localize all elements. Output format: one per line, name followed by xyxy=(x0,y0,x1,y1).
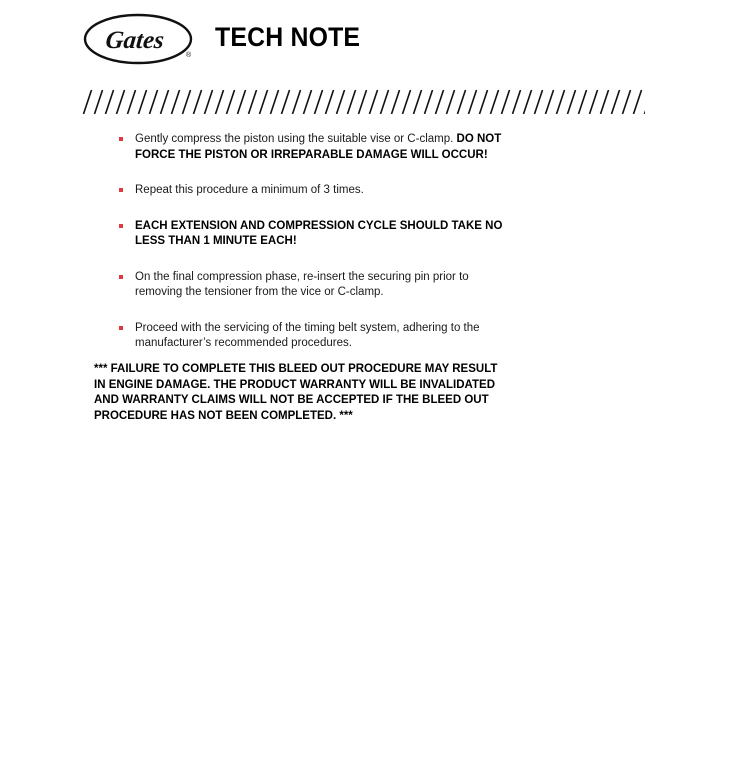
hatch-pattern-icon xyxy=(82,90,645,114)
list-item xyxy=(117,321,515,352)
bullet-square-icon xyxy=(119,275,123,279)
registered-trademark-icon: ® xyxy=(186,52,192,59)
list-item xyxy=(117,270,515,301)
instruction-list xyxy=(0,132,729,352)
list-item-text-bold: DO NOT FORCE THE PISTON OR IRREPARABLE DAMAGE WILL OCCUR! xyxy=(135,133,502,161)
hatched-divider xyxy=(82,90,645,114)
list-item-text: Proceed with the servicing of the timing belt system, adhering to the manufacturer’s recommended procedures. xyxy=(135,321,480,349)
list-item-text: Repeat this procedure a minimum of 3 times. xyxy=(135,184,364,196)
gates-logo xyxy=(82,10,194,68)
list-item-text-bold: EACH EXTENSION AND COMPRESSION CYCLE SHOULD TAKE NO LESS THAN 1 MINUTE EACH! xyxy=(135,219,503,247)
gates-logo-icon xyxy=(82,10,194,68)
bullet-list-section xyxy=(0,132,729,372)
bullet-square-icon xyxy=(119,137,123,141)
bullet-square-icon xyxy=(119,326,123,330)
list-item xyxy=(117,183,515,199)
list-item-text: Gently compress the piston using the suitable vise or C-clamp. xyxy=(135,133,457,145)
bullet-square-icon xyxy=(119,188,123,192)
bullet-square-icon xyxy=(119,224,123,228)
document-header xyxy=(0,0,729,80)
list-item xyxy=(117,219,515,250)
page-title: TECH NOTE xyxy=(215,22,361,52)
list-item xyxy=(117,132,515,163)
svg-text:Gates: Gates xyxy=(104,27,166,54)
list-item-text: On the final compression phase, re-insert the securing pin prior to removing the tensioner from the vice or C-clamp. xyxy=(135,270,469,298)
warning-paragraph: *** FAILURE TO COMPLETE THIS BLEED OUT PROCEDURE MAY RESULT IN ENGINE DAMAGE. THE PRODUCT WARRANTY WILL BE INVALIDATED AND WARRANTY CLAIMS WILL NOT BE ACCEPTED IF THE BLEED OUT PROCEDURE HAS NOT BEEN COMPLETED. *** xyxy=(94,363,498,422)
